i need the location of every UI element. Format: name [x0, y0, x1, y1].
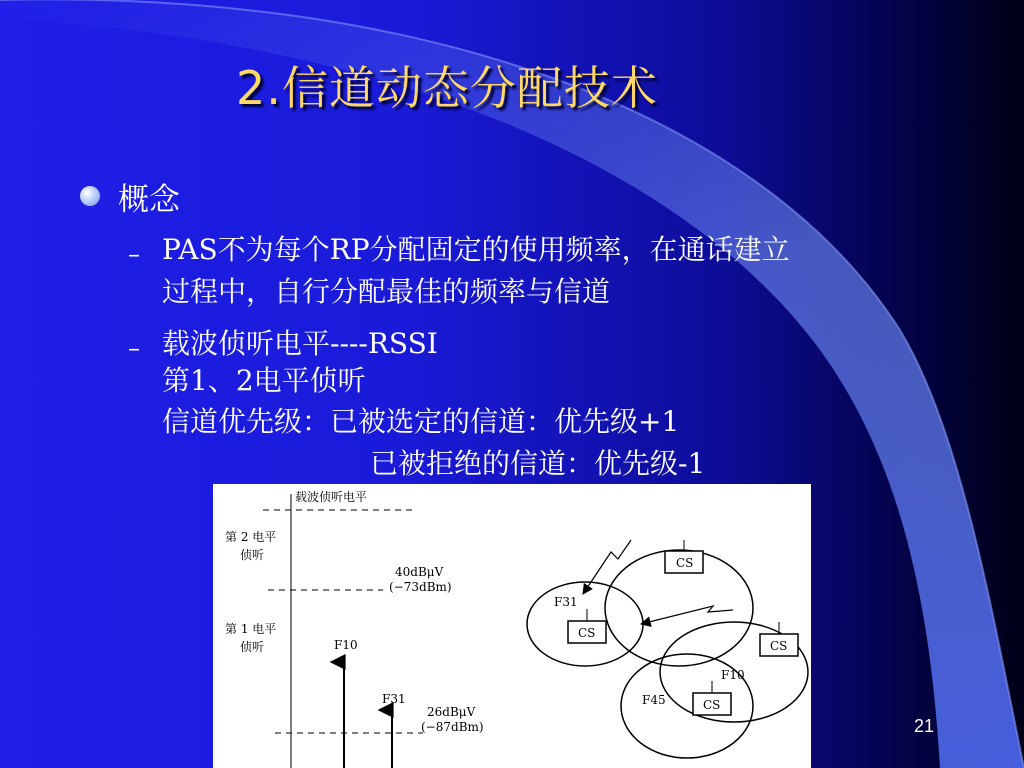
- f31-cell-label: F31: [554, 595, 578, 609]
- level1-label-2: 侦听: [240, 640, 265, 654]
- bullet-concept: 概念: [118, 182, 180, 218]
- level2-label-2: 侦听: [240, 548, 265, 562]
- lower-level-dbm: (−87dBm): [421, 720, 484, 734]
- item-1-line-2: 过程中，自行分配最佳的频率与信道: [162, 275, 611, 308]
- level1-label-1: 第 1 电平: [225, 622, 277, 636]
- dash-icon: –: [128, 240, 140, 268]
- rssi-figure: [213, 484, 811, 768]
- dash-icon: –: [128, 334, 140, 362]
- f10-arrow-label: F10: [334, 638, 358, 652]
- item-2-line-3: 信道优先级：已被选定的信道：优先级+1: [162, 405, 680, 438]
- upper-level-dbm: (−73dBm): [389, 580, 452, 594]
- item-1-line-1: PAS不为每个RP分配固定的使用频率，在通话建立: [162, 233, 790, 266]
- item-2-line-4: 已被拒绝的信道：优先级-1: [370, 447, 706, 480]
- interference-arrow: [641, 606, 733, 624]
- f45-cell-label: F45: [642, 693, 666, 707]
- cs-label: CS: [676, 556, 694, 570]
- lower-level-value: 26dBμV: [427, 705, 476, 719]
- level2-label-1: 第 2 电平: [225, 530, 277, 544]
- cs-label: CS: [770, 639, 788, 653]
- page-number: 21: [914, 716, 935, 736]
- upper-level-value: 40dBμV: [395, 565, 444, 579]
- cs-label: CS: [703, 698, 721, 712]
- cs-label: CS: [578, 626, 596, 640]
- interference-arrow: [583, 540, 631, 594]
- slide-title: 2.信道动态分配技术: [236, 61, 658, 115]
- bullet-icon: [80, 186, 100, 206]
- item-2-line-2: 第1、2电平侦听: [162, 364, 366, 397]
- f31-arrow-label: F31: [382, 692, 406, 706]
- item-2-line-1: 载波侦听电平----RSSI: [162, 327, 438, 360]
- figure-svg: [213, 484, 811, 768]
- f10-cell-label: F10: [721, 668, 745, 682]
- axis-label: 载波侦听电平: [295, 490, 368, 504]
